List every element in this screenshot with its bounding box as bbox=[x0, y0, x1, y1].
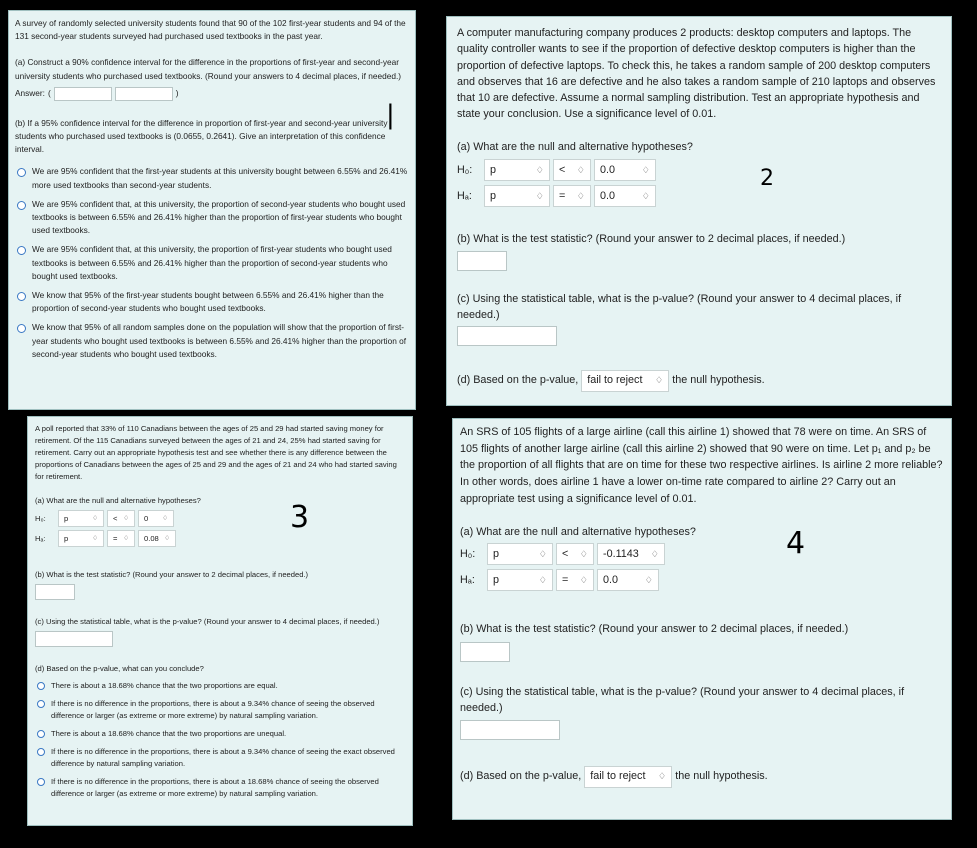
q4-part-d-suffix: the null hypothesis. bbox=[675, 770, 768, 783]
q1-option-1-text: We are 95% confident that the first-year students at this university bought between 6.55% and 26.41% more used textbooks than second-year students. bbox=[32, 166, 408, 190]
ha-value-select[interactable] bbox=[138, 530, 176, 547]
q2-part-c-prompt: (c) Using the statistical table, what is the p-value? (Round your answer to 4 decimal places, if needed.) bbox=[457, 292, 902, 321]
ci-lower-input[interactable] bbox=[54, 87, 112, 101]
q1-option-2[interactable] bbox=[15, 198, 409, 238]
radio-button[interactable] bbox=[17, 292, 26, 301]
h0-operator-select[interactable] bbox=[107, 510, 135, 527]
select-value: p bbox=[490, 189, 497, 202]
q1-option-5[interactable] bbox=[15, 321, 409, 361]
ha-label: Hₐ: bbox=[457, 189, 472, 202]
ha-label: Hₐ: bbox=[35, 533, 46, 543]
decision-select[interactable] bbox=[584, 766, 672, 788]
q3-option-1-text: There is about a 18.68% chance that the two proportions are equal. bbox=[51, 681, 278, 690]
select-value: = bbox=[559, 189, 566, 202]
select-value: fail to reject bbox=[587, 374, 643, 387]
decision-select[interactable] bbox=[581, 370, 669, 392]
select-value: < bbox=[562, 547, 569, 560]
q2-part-a-prompt: (a) What are the null and alternative hypotheses? bbox=[457, 140, 693, 153]
q4-part-b-prompt: (b) What is the test statistic? (Round your answer to 2 decimal places, if needed.) bbox=[460, 623, 849, 636]
ha-operator-select[interactable] bbox=[556, 569, 594, 591]
h0-param-select[interactable] bbox=[484, 159, 550, 181]
q3-option-2[interactable] bbox=[35, 698, 405, 722]
select-arrow-icon: ♢ bbox=[164, 534, 170, 542]
q3-h0-row bbox=[35, 510, 405, 527]
h0-operator-select[interactable] bbox=[553, 159, 591, 181]
q1-part-b-prompt: (b) If a 95% confidence interval for the difference in proportion of first-year and second-year university students who purchased used textbooks is (0.0655, 0.2641). Give an interpretation of this confidence interval. bbox=[15, 117, 388, 155]
q4-h0-row bbox=[460, 543, 944, 565]
q1-option-3-text: We are 95% confident that, at this university, the proportion of first-year students who bought used textbooks is between 6.55% and 26.41% higher than the proportion of second-year students who bought used textbooks. bbox=[32, 244, 392, 281]
p-value-input[interactable] bbox=[460, 720, 560, 740]
select-arrow-icon: ♢ bbox=[576, 164, 585, 175]
select-value: < bbox=[113, 513, 118, 523]
q1-option-1[interactable] bbox=[15, 165, 409, 191]
q2-part-d-suffix: the null hypothesis. bbox=[672, 374, 765, 387]
test-statistic-input[interactable] bbox=[35, 584, 75, 600]
q1-intro: A survey of randomly selected university students found that 90 of the 102 first-year students and 94 of the 131 second-year students surveyed had purchased used textbooks in the past year. bbox=[15, 18, 406, 42]
q3-option-3[interactable] bbox=[35, 728, 405, 740]
q2-part-d-row bbox=[457, 370, 941, 392]
select-value: = bbox=[113, 533, 118, 543]
q3-part-a-prompt: (a) What are the null and alternative hypotheses? bbox=[35, 496, 201, 505]
select-arrow-icon: ♢ bbox=[535, 190, 544, 201]
q2-part-b-prompt: (b) What is the test statistic? (Round your answer to 2 decimal places, if needed.) bbox=[457, 233, 846, 246]
handwritten-mark-2: 2 bbox=[760, 166, 774, 191]
radio-button[interactable] bbox=[17, 168, 26, 177]
select-arrow-icon: ♢ bbox=[650, 548, 659, 559]
q3-ha-row bbox=[35, 530, 405, 547]
ha-operator-select[interactable] bbox=[553, 185, 591, 207]
question-panel-1 bbox=[8, 10, 416, 410]
q4-part-d-row bbox=[460, 766, 944, 788]
q3-part-c-prompt: (c) Using the statistical table, what is the p-value? (Round your answer to 4 decimal places, if needed.) bbox=[35, 617, 380, 626]
select-value: 0.08 bbox=[144, 533, 159, 543]
select-value: p bbox=[64, 513, 69, 523]
q1-option-2-text: We are 95% confident that, at this university, the proportion of second-year students who bought used textbooks is between 6.55% and 26.41% higher than the proportion of first-year students who bought used textbooks. bbox=[32, 198, 406, 236]
ha-param-select[interactable] bbox=[484, 185, 550, 207]
select-value: 0.0 bbox=[603, 573, 619, 586]
select-value: 0.0 bbox=[600, 189, 616, 202]
radio-button[interactable] bbox=[37, 748, 45, 756]
handwritten-mark-1: | bbox=[386, 100, 395, 130]
answer-label: Answer: bbox=[15, 88, 45, 99]
select-arrow-icon: ♢ bbox=[92, 534, 98, 542]
radio-button[interactable] bbox=[17, 324, 26, 333]
h0-label: H₀: bbox=[460, 547, 476, 560]
radio-button[interactable] bbox=[37, 730, 45, 738]
select-value: -0.1143 bbox=[603, 547, 639, 560]
ci-upper-input[interactable] bbox=[115, 87, 173, 101]
ha-label: Hₐ: bbox=[460, 573, 475, 586]
h0-param-select[interactable] bbox=[58, 510, 104, 527]
h0-label: H₀: bbox=[35, 513, 46, 523]
radio-button[interactable] bbox=[37, 700, 45, 708]
select-arrow-icon: ♢ bbox=[655, 375, 664, 386]
h0-operator-select[interactable] bbox=[556, 543, 594, 565]
ha-operator-select[interactable] bbox=[107, 530, 135, 547]
select-value: p bbox=[64, 533, 69, 543]
q4-intro: An SRS of 105 flights of a large airline (call this airline 1) showed that 78 were on time. An SRS of 105 flights of another large airline (call this airline 2) showed that 90 were on time. Let p₁ and p₂ be the proportion of all flights that are on time for these two respective airlines. Is airline 2 more reliable? In other words, does airline 1 have a lower on-time rate compared to airline 2? Carry out an appropriate test using a significance level of 0.01. bbox=[460, 426, 943, 505]
h0-param-select[interactable] bbox=[487, 543, 553, 565]
select-arrow-icon: ♢ bbox=[579, 548, 588, 559]
select-value: p bbox=[493, 573, 500, 586]
q2-ha-row bbox=[457, 185, 941, 207]
select-value: p bbox=[493, 547, 500, 560]
radio-button[interactable] bbox=[37, 778, 45, 786]
handwritten-mark-4: 4 bbox=[786, 526, 806, 561]
select-arrow-icon: ♢ bbox=[658, 771, 667, 782]
test-statistic-input[interactable] bbox=[457, 251, 507, 271]
q3-option-5-text: If there is no difference in the proportions, there is about a 18.68% chance of seeing the observed difference or larger (as extreme or more extreme) by natural sampling variation. bbox=[51, 777, 379, 798]
select-arrow-icon: ♢ bbox=[538, 574, 547, 585]
select-arrow-icon: ♢ bbox=[641, 164, 650, 175]
h0-value-select[interactable] bbox=[138, 510, 174, 527]
q3-option-3-text: There is about a 18.68% chance that the two proportions are unequal. bbox=[51, 729, 287, 738]
select-arrow-icon: ♢ bbox=[535, 164, 544, 175]
q4-ha-row bbox=[460, 569, 944, 591]
h0-value-select[interactable] bbox=[594, 159, 656, 181]
select-arrow-icon: ♢ bbox=[641, 190, 650, 201]
q3-option-4-text: If there is no difference in the proportions, there is about a 9.34% chance of seeing the exact observed difference by natural sampling variation. bbox=[51, 747, 395, 768]
q2-h0-row bbox=[457, 159, 941, 181]
q1-part-a-prompt: (a) Construct a 90% confidence interval for the difference in the proportions of first-year and second-year university students who purchased used textbooks. (Round your answers to 4 decimal places, if needed.) bbox=[15, 57, 402, 81]
q3-option-2-text: If there is no difference in the proportions, there is about a 9.34% chance of seeing the observed difference or larger (as extreme or more extreme) by natural sampling variation. bbox=[51, 699, 375, 720]
q3-intro: A poll reported that 33% of 110 Canadians between the ages of 25 and 29 had started saving money for retirement. Of the 115 Canadians surveyed between the ages of 21 and 24, 25% had started saving for retirement. Carry out an appropriate hypothesis test and see whether there is any difference between the proportions of Canadians between the ages of 25 and 29 and the ages of 21 and 24 who had started saving for retirement. bbox=[35, 424, 397, 481]
q1-option-3[interactable] bbox=[15, 243, 409, 283]
select-value: fail to reject bbox=[590, 770, 646, 783]
q1-option-5-text: We know that 95% of all random samples done on the population will show that the proportion of first-year students who bought used textbooks is between 6.55% and 26.41% higher than the proportion of second-year students who bought used textbooks. bbox=[32, 322, 407, 359]
ha-value-select[interactable] bbox=[597, 569, 659, 591]
p-value-input[interactable] bbox=[457, 326, 557, 346]
question-panel-2 bbox=[446, 16, 952, 406]
ha-param-select[interactable] bbox=[58, 530, 104, 547]
question-panel-4 bbox=[452, 418, 952, 820]
ha-param-select[interactable] bbox=[487, 569, 553, 591]
q2-part-d-prefix: (d) Based on the p-value, bbox=[457, 374, 579, 387]
q2-intro: A computer manufacturing company produces 2 products: desktop computers and laptops. The quality controller wants to see if the proportion of defective desktop computers is higher than the proportion of defective laptops. To check this, he takes a random sample of 200 desktop computers and observes that 16 are defective and he also takes a random sample of 210 laptops and observes that 10 are defective. Assume a normal sampling distribution. Test an appropriate hypothesis and state your conclusion. Use a significance level of 0.01. bbox=[457, 27, 936, 121]
radio-button[interactable] bbox=[37, 682, 45, 690]
h0-value-select[interactable] bbox=[597, 543, 665, 565]
q3-option-4[interactable] bbox=[35, 746, 405, 770]
select-value: = bbox=[562, 573, 569, 586]
ha-value-select[interactable] bbox=[594, 185, 656, 207]
paren-open: ( bbox=[47, 88, 51, 99]
select-value: 0 bbox=[144, 513, 149, 523]
select-arrow-icon: ♢ bbox=[92, 514, 98, 522]
q3-option-5[interactable] bbox=[35, 776, 405, 800]
select-value: 0.0 bbox=[600, 163, 616, 176]
q1-option-4-text: We know that 95% of the first-year students bought between 6.55% and 26.41% higher than the proportion of second-year students who bought used textbooks. bbox=[32, 290, 384, 314]
paren-close: ) bbox=[175, 88, 179, 99]
select-arrow-icon: ♢ bbox=[123, 534, 129, 542]
question-panel-3 bbox=[27, 416, 413, 826]
select-value: p bbox=[490, 163, 497, 176]
radio-button[interactable] bbox=[17, 246, 26, 255]
select-arrow-icon: ♢ bbox=[576, 190, 585, 201]
handwritten-mark-3: 3 bbox=[290, 500, 310, 535]
test-statistic-input[interactable] bbox=[460, 642, 510, 662]
h0-label: H₀: bbox=[457, 163, 473, 176]
q1-answer-row bbox=[15, 87, 409, 101]
q3-part-d-prompt: (d) Based on the p-value, what can you conclude? bbox=[35, 664, 204, 673]
select-arrow-icon: ♢ bbox=[579, 574, 588, 585]
q4-part-c-prompt: (c) Using the statistical table, what is the p-value? (Round your answer to 4 decimal places, if needed.) bbox=[460, 685, 905, 715]
q4-part-d-prefix: (d) Based on the p-value, bbox=[460, 770, 582, 783]
radio-button[interactable] bbox=[17, 201, 26, 210]
select-arrow-icon: ♢ bbox=[538, 548, 547, 559]
q4-part-a-prompt: (a) What are the null and alternative hypotheses? bbox=[460, 525, 696, 538]
q3-part-b-prompt: (b) What is the test statistic? (Round your answer to 2 decimal places, if needed.) bbox=[35, 570, 309, 579]
select-arrow-icon: ♢ bbox=[123, 514, 129, 522]
q1-option-4[interactable] bbox=[15, 289, 409, 315]
select-arrow-icon: ♢ bbox=[644, 574, 653, 585]
select-arrow-icon: ♢ bbox=[162, 514, 168, 522]
q3-option-1[interactable] bbox=[35, 680, 405, 692]
select-value: < bbox=[559, 163, 566, 176]
p-value-input[interactable] bbox=[35, 631, 113, 647]
